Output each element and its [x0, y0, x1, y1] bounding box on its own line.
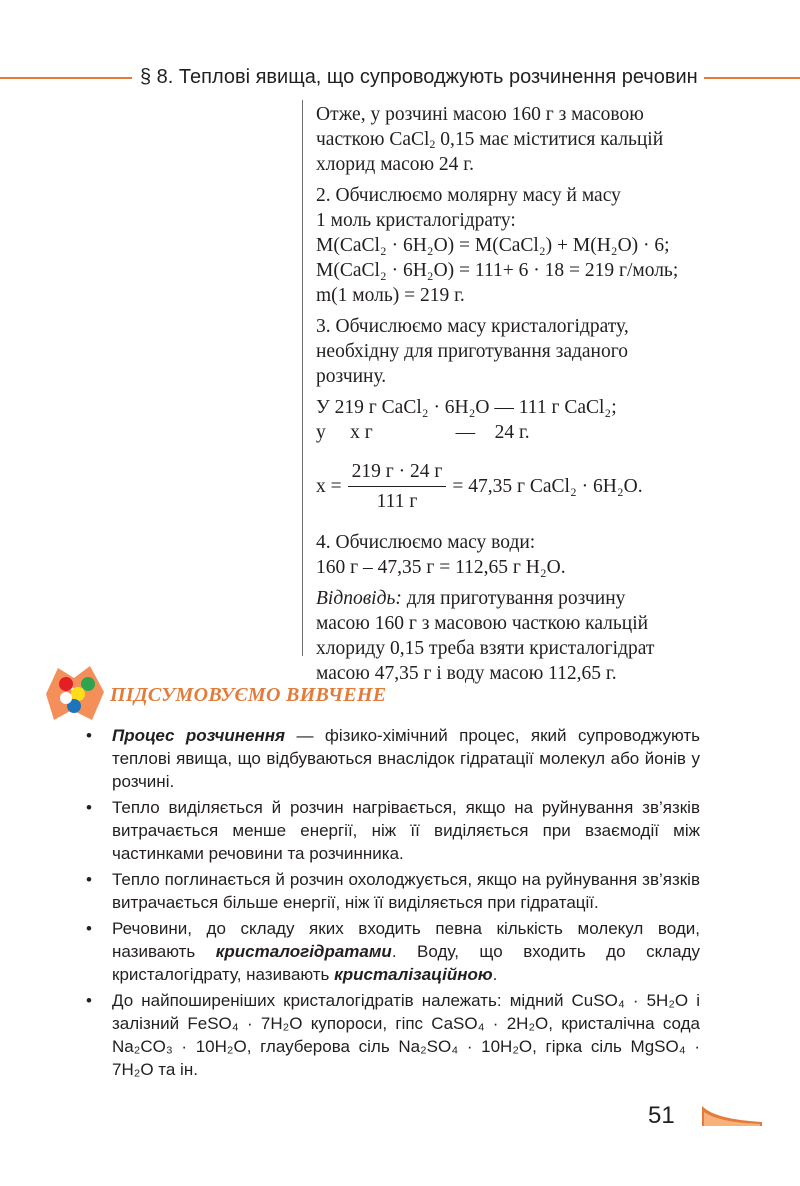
page-number: 51: [648, 1102, 675, 1129]
summary-list: [86, 724, 700, 1084]
summary-header: [44, 664, 744, 724]
text-line: 1 моль кристалогідрату:: [316, 210, 516, 231]
header-rule-left: [0, 77, 132, 79]
fraction-denominator: 111 г: [376, 491, 418, 512]
list-item: • Речовини, до складу яких входить певна кількість молекул води, називають кристалогідратами. Воду, що входить до складу кристалогідрату, називають кристалізаційною.: [86, 919, 700, 984]
answer-label: Відповідь:: [316, 588, 402, 609]
bullet: •: [86, 991, 92, 1010]
molar-mass-equation: M(CaCl₂ · 6H₂O) = M(CaCl₂) + M(H₂O) · 6;: [316, 235, 670, 256]
solution-block: [316, 102, 700, 692]
water-mass-equation: 160 г – 47,35 г = 112,65 г H₂O.: [316, 557, 566, 578]
text-line: розчину.: [316, 366, 387, 387]
list-item: • Процес розчинення — фізико-хімічний процес, який супроводжують теплові явища, що відбуваються внаслідок гідратації молекул або йонів у розчині.: [86, 726, 700, 791]
term: кристалізаційною: [334, 965, 493, 984]
summary-title: ПІДСУМОВУЄМО ВИВЧЕНЕ: [110, 684, 387, 706]
text-line: Отже, у розчині масою 160 г з масовою: [316, 104, 644, 125]
molar-mass-calculation: M(CaCl₂ · 6H₂O) = 111+ 6 · 18 = 219 г/моль;: [316, 260, 679, 281]
text-line: часткою CaCl$_2$ 0,15 має міститися кальцій: [316, 129, 664, 151]
bullet: •: [86, 726, 92, 745]
bullet: •: [86, 798, 92, 817]
text-line: необхідну для приготування заданого: [316, 341, 629, 362]
text-line: хлориду 0,15 треба взяти кристалогідрат: [316, 638, 655, 659]
molecule-icon: [44, 664, 106, 722]
mole-mass-result: m(1 моль) = 219 г.: [316, 285, 465, 306]
page-corner-ornament: [702, 1104, 762, 1126]
proportion: [316, 395, 700, 445]
text-line: 3. Обчислюємо масу кристалогідрату,: [316, 316, 629, 337]
list-item: • Тепло поглинається й розчин охолоджується, якщо на руйнування зв’язків витрачається більше енергії, ніж її виділяється при гідратації.: [86, 870, 700, 912]
header-rule-right: [704, 77, 800, 79]
proportion-line-1: У 219 г CaCl₂ · 6H₂O — 111 г CaCl₂;: [316, 397, 617, 418]
text-line: хлорид масою 24 г.: [316, 154, 474, 175]
solution-paragraph-1: [316, 102, 700, 177]
solution-divider: [302, 100, 303, 656]
x-equation: [316, 459, 700, 514]
fraction: [348, 459, 447, 514]
bullet: •: [86, 870, 92, 889]
text-line: масою 47,35 г і воду масою 112,65 г.: [316, 663, 617, 684]
solution-paragraph-3: [316, 314, 700, 389]
text-line: масою 160 г з масовою часткою кальцій: [316, 613, 649, 634]
x-lhs: x =: [316, 476, 342, 497]
running-header: [0, 62, 800, 92]
list-item: • До найпоширеніших кристалогідратів належать: мідний CuSO₄ · 5H₂O і залізний FeSO₄ · 7H₂O купороси, гіпс CaSO₄ · 2H₂O, кристалічна сода Na₂CO₃ · 10H₂O, глауберова сіль Na₂SO₄ · 10H₂O, гірка сіль MgSO₄ · 7H₂O та ін.: [86, 991, 700, 1079]
solution-paragraph-2: [316, 183, 700, 308]
list-item: • Тепло виділяється й розчин нагрівається, якщо на руйнування зв’язків витрачається менше енергії, ніж її виділяється при взаємодії між частинками речовини та розчинника.: [86, 798, 700, 863]
x-rhs: = 47,35 г CaCl₂ · 6H₂O.: [452, 476, 643, 497]
section-title: § 8. Теплові явища, що супроводжують розчинення речовин: [140, 66, 698, 88]
solution-paragraph-4: [316, 530, 700, 580]
fraction-numerator: 219 г · 24 г: [348, 459, 447, 487]
term: кристалогідратами: [215, 942, 392, 961]
text-line: Відповідь: для приготування розчину: [316, 588, 626, 609]
term: Процес розчинення: [112, 726, 286, 745]
text-line: 4. Обчислюємо масу води:: [316, 532, 536, 553]
bullet: •: [86, 919, 92, 938]
proportion-line-2: у x г — 24 г.: [316, 422, 530, 443]
text-line: 2. Обчислюємо молярну масу й масу: [316, 185, 621, 206]
